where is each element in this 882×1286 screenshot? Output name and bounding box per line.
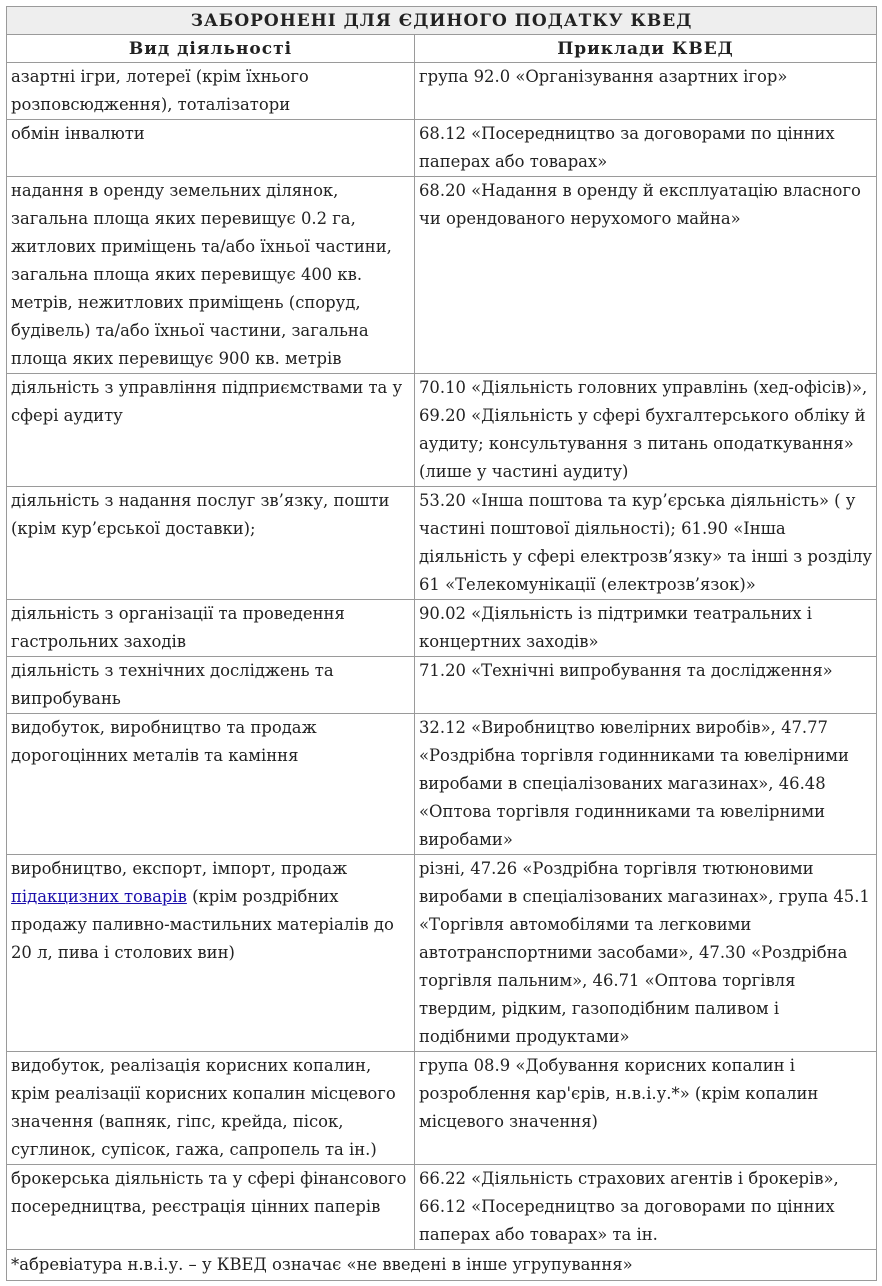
examples-cell: 53.20 «Інша поштова та кур’єрська діяльність» ( у частині поштової діяльності); 61.90 «Інша діяльність у сфері електрозв’язку» та інші з розділу 61 «Телекомунікації (електрозв’язок)»: [415, 487, 877, 600]
column-header-activity: Вид діяльності: [7, 35, 415, 63]
activity-cell: обмін інвалюти: [7, 120, 415, 177]
examples-cell: група 92.0 «Організування азартних ігор»: [415, 63, 877, 120]
activity-cell: [7, 855, 415, 1052]
activity-text-before: виробництво, експорт, імпорт, продаж: [11, 859, 348, 878]
table-row: [7, 855, 877, 1052]
activity-cell: видобуток, реалізація корисних копалин, крім реалізації корисних копалин місцевого значення (вапняк, гіпс, крейда, пісок, суглинок, супісок, гажа, сапропель та ін.): [7, 1052, 415, 1165]
kved-table: [6, 6, 877, 1281]
examples-cell: 71.20 «Технічні випробування та дослідження»: [415, 657, 877, 714]
table-header-row: [7, 35, 877, 63]
footnote-row: [7, 1250, 877, 1281]
examples-cell: 68.20 «Надання в оренду й експлуатацію власного чи орендованого нерухомого майна»: [415, 177, 877, 374]
excise-goods-link[interactable]: підакцизних товарів: [11, 887, 187, 906]
table-title: ЗАБОРОНЕНІ ДЛЯ ЄДИНОГО ПОДАТКУ КВЕД: [7, 7, 877, 35]
table-row: [7, 1052, 877, 1165]
table-row: [7, 120, 877, 177]
activity-cell: діяльність з надання послуг зв’язку, пошти (крім кур’єрської доставки);: [7, 487, 415, 600]
table-row: [7, 487, 877, 600]
examples-cell: 68.12 «Посередництво за договорами по цінних паперах або товарах»: [415, 120, 877, 177]
column-header-examples: Приклади КВЕД: [415, 35, 877, 63]
activity-cell: діяльність з управління підприємствами та у сфері аудиту: [7, 374, 415, 487]
table-row: [7, 657, 877, 714]
table-row: [7, 63, 877, 120]
activity-cell: азартні ігри, лотереї (крім їхнього розповсюдження), тоталізатори: [7, 63, 415, 120]
activity-cell: діяльність з організації та проведення гастрольних заходів: [7, 600, 415, 657]
examples-cell: різні, 47.26 «Роздрібна торгівля тютюновими виробами в спеціалізованих магазинах», група 45.1 «Торгівля автомобілями та легковими автотранспортними засобами», 47.30 «Роздрібна торгівля пальним», 46.71 «Оптова торгівля твердим, рідким, газоподібним паливом і подібними продуктами»: [415, 855, 877, 1052]
footnote: *абревіатура н.в.і.у. – у КВЕД означає «не введені в інше угрупування»: [7, 1250, 877, 1281]
table-row: [7, 177, 877, 374]
activity-cell: діяльність з технічних досліджень та випробувань: [7, 657, 415, 714]
table-row: [7, 1165, 877, 1250]
examples-cell: 90.02 «Діяльність із підтримки театральних і концертних заходів»: [415, 600, 877, 657]
examples-cell: група 08.9 «Добування корисних копалин і розроблення кар'єрів, н.в.і.у.*» (крім копалин місцевого значення): [415, 1052, 877, 1165]
table-row: [7, 714, 877, 855]
examples-cell: 32.12 «Виробництво ювелірних виробів», 47.77 «Роздрібна торгівля годинниками та ювелірними виробами в спеціалізованих магазинах», 46.48 «Оптова торгівля годинниками та ювелірними виробами»: [415, 714, 877, 855]
document: [6, 6, 876, 1281]
activity-text-after: (крім роздрібних продажу паливно-мастильних матеріалів до 20 л, пива і столових вин): [11, 887, 394, 962]
activity-cell: надання в оренду земельних ділянок, загальна площа яких перевищує 0.2 га, житлових приміщень та/або їхньої частини, загальна площа яких перевищує 400 кв. метрів, нежитлових приміщень (споруд, будівель) та/або їхньої частини, загальна площа яких перевищує 900 кв. метрів: [7, 177, 415, 374]
activity-cell: видобуток, виробництво та продаж дорогоцінних металів та каміння: [7, 714, 415, 855]
table-row: [7, 374, 877, 487]
table-title-row: [7, 7, 877, 35]
examples-cell: 70.10 «Діяльність головних управлінь (хед-офісів)», 69.20 «Діяльність у сфері бухгалтерського обліку й аудиту; консультування з питань оподаткування» (лише у частині аудиту): [415, 374, 877, 487]
activity-cell: брокерська діяльність та у сфері фінансового посередництва, реєстрація цінних паперів: [7, 1165, 415, 1250]
table-row: [7, 600, 877, 657]
examples-cell: 66.22 «Діяльність страхових агентів і брокерів», 66.12 «Посередництво за договорами по цінних паперах або товарах» та ін.: [415, 1165, 877, 1250]
